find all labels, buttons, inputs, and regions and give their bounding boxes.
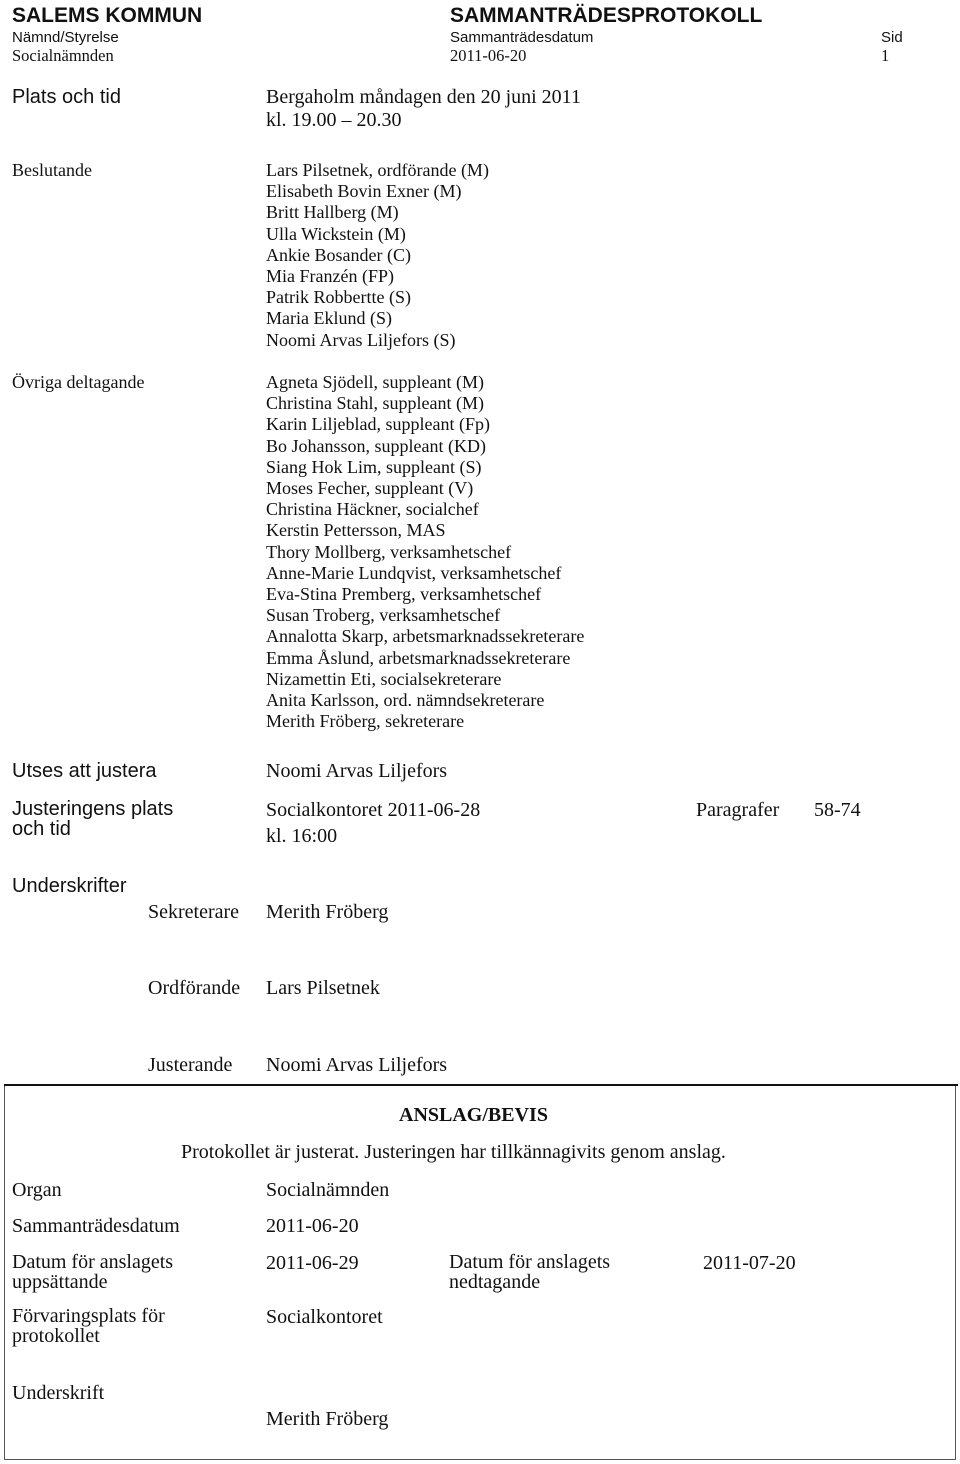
list-item: Ankie Bosander (C) <box>266 244 411 265</box>
adjust-place-label <box>12 799 173 839</box>
list-item: Kerstin Pettersson, MAS <box>266 520 446 541</box>
list-item: Noomi Arvas Liljefors (S) <box>266 329 456 350</box>
board-label: Nämnd/Styrelse <box>12 29 119 46</box>
list-item: Thory Mollberg, verksamhetschef <box>266 541 512 562</box>
secretary-name: Merith Fröberg <box>266 901 389 923</box>
list-item: Annalotta Skarp, arbetsmarknadssekreterare <box>266 626 585 647</box>
chair-role: Ordförande <box>148 977 241 999</box>
signatures-label: Underskrifter <box>12 875 127 897</box>
place-line-2: kl. 19.00 – 20.30 <box>266 109 402 131</box>
meeting-date-label: Sammanträdesdatum <box>450 29 594 46</box>
posting-date-label-line: uppsättande <box>12 1271 108 1293</box>
adjuster-role: Justerande <box>148 1054 233 1076</box>
adjuster-label: Utses att justera <box>12 760 157 782</box>
signature-name: Merith Fröberg <box>266 1408 389 1430</box>
list-item: Emma Åslund, arbetsmarknadssekreterare <box>266 647 571 668</box>
decision-makers-label: Beslutande <box>12 160 92 180</box>
organ-value: Socialnämnden <box>266 1179 390 1201</box>
list-item: Anne-Marie Lundqvist, verksamhetschef <box>266 562 562 583</box>
removal-date-value: 2011-07-20 <box>703 1252 796 1274</box>
adjust-place-label-line: och tid <box>12 818 71 840</box>
document-title: SAMMANTRÄDESPROTOKOLL <box>450 4 763 27</box>
removal-date-label <box>449 1252 610 1292</box>
adjuster-signature-name: Noomi Arvas Liljefors <box>266 1054 448 1076</box>
page-label: Sid <box>881 29 903 46</box>
list-item: Siang Hok Lim, suppleant (S) <box>266 456 482 477</box>
posting-date-label <box>12 1252 173 1292</box>
list-item: Mia Franzén (FP) <box>266 266 394 287</box>
list-item: Merith Fröberg, sekreterare <box>266 711 465 732</box>
list-item: Christina Stahl, suppleant (M) <box>266 393 484 414</box>
secretary-role: Sekreterare <box>148 901 240 923</box>
notice-meeting-date-value: 2011-06-20 <box>266 1215 359 1237</box>
place-line-1: Bergaholm måndagen den 20 juni 2011 <box>266 86 581 108</box>
list-item: Nizamettin Eti, socialsekreterare <box>266 668 502 689</box>
other-participants-list <box>266 372 584 732</box>
decision-makers-list <box>266 160 489 351</box>
list-item: Karin Liljeblad, suppleant (Fp) <box>266 414 490 435</box>
meeting-date-value: 2011-06-20 <box>450 46 527 65</box>
list-item: Anita Karlsson, ord. nämndsekreterare <box>266 690 545 711</box>
organ-label: Organ <box>12 1179 62 1201</box>
adjust-time-value: kl. 16:00 <box>266 825 338 847</box>
posting-date-value: 2011-06-29 <box>266 1252 359 1274</box>
list-item: Elisabeth Bovin Exner (M) <box>266 181 462 202</box>
list-item: Bo Johansson, suppleant (KD) <box>266 435 486 456</box>
list-item: Christina Häckner, socialchef <box>266 499 479 520</box>
notice-meeting-date-label: Sammanträdesdatum <box>12 1215 180 1237</box>
other-participants-label: Övriga deltagande <box>12 372 145 392</box>
list-item: Agneta Sjödell, suppleant (M) <box>266 372 484 392</box>
list-item: Eva-Stina Premberg, verksamhetschef <box>266 584 542 605</box>
notice-statement: Protokollet är justerat. Justeringen har tillkännagivits genom anslag. <box>181 1141 726 1163</box>
list-item: Britt Hallberg (M) <box>266 202 399 223</box>
list-item: Moses Fecher, suppleant (V) <box>266 478 474 499</box>
list-item: Susan Troberg, verksamhetschef <box>266 605 501 626</box>
municipality-name: SALEMS KOMMUN <box>12 4 203 27</box>
board-value: Socialnämnden <box>12 46 114 65</box>
adjust-place-label-line: Justeringens plats <box>12 798 174 820</box>
storage-label-line: Förvaringsplats för <box>12 1305 165 1327</box>
posting-date-label-line: Datum för anslagets <box>12 1251 174 1273</box>
adjust-place-value: Socialkontoret 2011-06-28 <box>266 799 481 821</box>
paragraphs-value: 58-74 <box>814 799 861 821</box>
paragraphs-label: Paragrafer <box>696 799 780 821</box>
signature-label: Underskrift <box>12 1382 105 1404</box>
list-item: Patrik Robbertte (S) <box>266 287 411 308</box>
storage-value: Socialkontoret <box>266 1306 383 1328</box>
list-item: Maria Eklund (S) <box>266 308 392 329</box>
list-item: Ulla Wickstein (M) <box>266 223 406 244</box>
list-item: Lars Pilsetnek, ordförande (M) <box>266 160 489 180</box>
page-number: 1 <box>881 46 890 65</box>
place-label: Plats och tid <box>12 86 121 108</box>
chair-name: Lars Pilsetnek <box>266 977 380 999</box>
storage-label-line: protokollet <box>12 1325 100 1347</box>
notice-title: ANSLAG/BEVIS <box>399 1104 548 1126</box>
adjuster-name: Noomi Arvas Liljefors <box>266 760 448 782</box>
removal-date-label-line: nedtagande <box>449 1271 541 1293</box>
removal-date-label-line: Datum för anslagets <box>449 1251 611 1273</box>
storage-label <box>12 1306 165 1346</box>
